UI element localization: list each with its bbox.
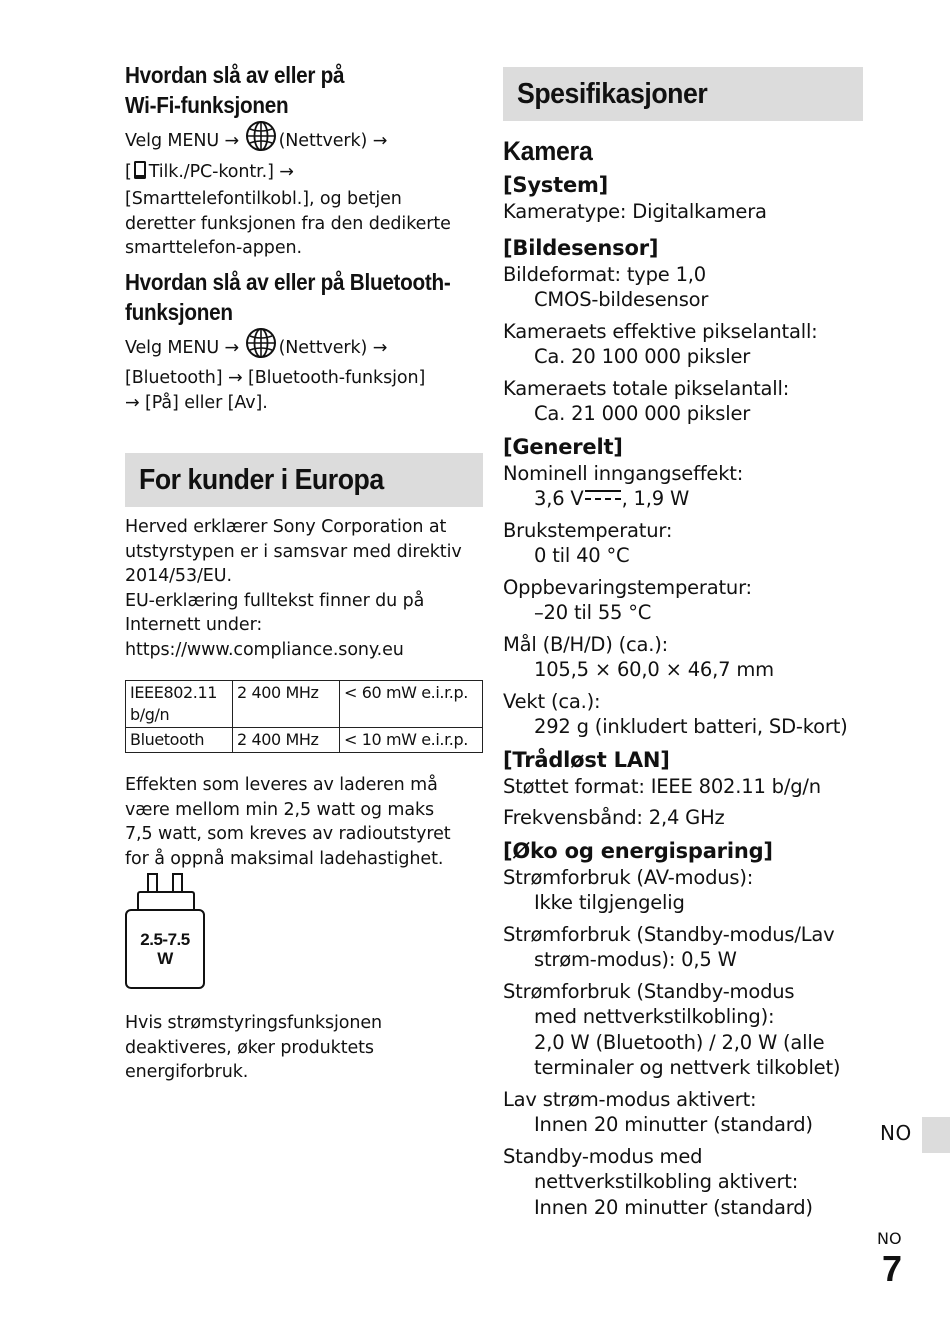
left-column: [125, 60, 483, 1085]
europe-title: For kunder i Europa: [139, 463, 384, 496]
spec-label: Kameraets totale pikselantall:: [503, 376, 790, 400]
table-cell: 2 400 MHz: [233, 728, 340, 753]
spec-label: Mål (B/H/D) (ca.):: [503, 632, 669, 656]
wifi-instructions: [125, 120, 483, 261]
language-tab-marker: [922, 1117, 950, 1153]
page-language: NO: [877, 1229, 902, 1248]
spec-value: Ikke tilgjengelig: [534, 891, 685, 914]
spec-label: Kameraets effektive pikselantall:: [503, 319, 818, 343]
spec-label: Strømforbruk (Standby-modus: [503, 979, 795, 1003]
wifi-l1a: Velg MENU →: [125, 131, 245, 151]
spec-label: Standby-modus med: [503, 1144, 703, 1168]
wlan-band: Frekvensbånd: 2,4 GHz: [503, 806, 725, 829]
europe-p1-line: Internett under:: [125, 615, 263, 635]
wifi-l2b: Tilk./PC-kontr.] →: [148, 161, 294, 182]
spec-value: 105,5 × 60,0 × 46,7 mm: [534, 658, 774, 681]
spec-value: strøm-modus): 0,5 W: [534, 948, 737, 971]
spec-label: Vekt (ca.):: [503, 689, 601, 713]
bluetooth-instructions: [125, 327, 483, 416]
charger-note-line: Effekten som leveres av laderen må: [125, 775, 438, 795]
charger-note: [125, 773, 483, 871]
table-cell: 2 400 MHz: [233, 681, 340, 728]
spec-item: [503, 1144, 863, 1221]
page-number: 7: [882, 1248, 903, 1289]
power-watt: , 1,9 W: [621, 487, 690, 510]
camera-heading: Kamera: [503, 136, 593, 166]
wlan-heading: [Trådløst LAN]: [503, 747, 670, 772]
table-cell: < 60 mW e.i.r.p.: [340, 681, 483, 728]
dc-symbol-icon: [585, 490, 621, 502]
specs-section-header: [503, 67, 863, 121]
charger-prong: [172, 873, 183, 893]
spec-value: 2,0 W (Bluetooth) / 2,0 W (alle: [534, 1030, 825, 1054]
spec-label: Strømforbruk (Standby-modus/Lav: [503, 922, 835, 946]
spec-item: [503, 805, 863, 831]
eco-heading: [Øko og energisparing]: [503, 838, 773, 863]
spec-value: Innen 20 minutter (standard): [534, 1195, 813, 1219]
wifi-heading-line2: Wi-Fi-funksjonen: [125, 92, 289, 118]
spec-item: [503, 1087, 863, 1138]
spec-item: [503, 774, 863, 800]
bt-l2: [Bluetooth] → [Bluetooth-funksjon]: [125, 368, 426, 388]
charger-rating: 2.5-7.5: [140, 930, 190, 949]
spec-item: [503, 865, 863, 916]
charger-body: [125, 909, 205, 989]
spec-item: [503, 689, 863, 740]
spec-item: [503, 376, 863, 427]
wifi-heading: [125, 60, 447, 120]
bt-l3: → [På] eller [Av].: [125, 392, 268, 413]
europe-p1-line: utstyrstypen er i samsvar med direktiv: [125, 541, 462, 562]
spec-value: CMOS-bildesensor: [534, 288, 709, 311]
smartphone-icon: [133, 160, 147, 188]
spec-value: Innen 20 minutter (standard): [534, 1113, 813, 1136]
spec-value: Ca. 21 000 000 piksler: [534, 402, 751, 425]
charger-icon: [125, 873, 207, 993]
pm-note-line: energiforbruk.: [125, 1062, 249, 1082]
europe-p1-line: 2014/53/EU.: [125, 566, 232, 586]
spec-value: Ca. 20 100 000 piksler: [534, 345, 751, 368]
spec-item: [503, 922, 863, 973]
spec-item: [503, 319, 863, 370]
wifi-l3: [Smarttelefontilkobl.], og betjen: [125, 189, 402, 209]
spec-item: [503, 518, 863, 569]
spec-item: [503, 262, 863, 313]
wifi-heading-line1: Hvordan slå av eller på: [125, 62, 345, 88]
spec-label: Bildeformat: type 1,0: [503, 262, 706, 286]
spec-label: Lav strøm-modus aktivert:: [503, 1087, 757, 1111]
charger-note-line: 7,5 watt, som kreves av radioutstyret: [125, 824, 451, 844]
radio-spec-table: [125, 680, 483, 753]
europe-section-header: [125, 453, 483, 507]
bluetooth-heading: [125, 267, 451, 327]
spec-label: Brukstemperatur:: [503, 518, 673, 542]
wifi-l5: smarttelefon-appen.: [125, 238, 302, 258]
compliance-url: https://www.compliance.sony.eu: [125, 639, 404, 660]
power-management-note: [125, 1011, 483, 1085]
spec-value: nettverkstilkobling aktivert:: [534, 1170, 799, 1193]
spec-value: terminaler og nettverk tilkoblet): [534, 1056, 841, 1079]
spec-label: Nominell inngangseffekt:: [503, 461, 744, 485]
europe-p1-line: EU-erklæring fulltekst finner du på: [125, 590, 425, 611]
globe-icon: [245, 327, 277, 367]
spec-label: Oppbevaringstemperatur:: [503, 575, 752, 599]
wifi-l2a: [: [125, 161, 132, 182]
sensor-heading: [Bildesensor]: [503, 235, 659, 260]
table-cell: Bluetooth: [126, 728, 233, 753]
power-voltage: 3,6 V: [534, 487, 584, 510]
wifi-l4: deretter funksjonen fra den dedikerte: [125, 213, 451, 234]
spec-value: 0 til 40 °C: [534, 544, 630, 567]
table-cell: < 10 mW e.i.r.p.: [340, 728, 483, 753]
charger-note-line: være mellom min 2,5 watt og maks: [125, 799, 435, 820]
bt-l1b: (Nettverk) →: [278, 337, 388, 358]
pm-note-line: deaktiveres, øker produktets: [125, 1037, 374, 1058]
table-cell: IEEE802.11 b/g/n: [126, 681, 233, 728]
spec-value: 292 g (inkludert batteri, SD-kort): [534, 715, 848, 738]
language-tab-label: NO: [880, 1121, 912, 1145]
globe-icon: [245, 120, 277, 160]
spec-item: [503, 979, 863, 1081]
pm-note-line: Hvis strømstyringsfunksjonen: [125, 1013, 383, 1033]
table-row: [126, 681, 483, 728]
wifi-l1b: (Nettverk) →: [278, 131, 388, 151]
europe-declaration: [125, 515, 483, 662]
spec-item: [503, 575, 863, 626]
charger-prong: [147, 873, 158, 893]
europe-p1-line: Herved erklærer Sony Corporation at: [125, 517, 447, 537]
charger-note-line: for å oppnå maksimal ladehastighet.: [125, 848, 444, 869]
spec-value: [503, 486, 863, 512]
charger-neck: [137, 891, 195, 911]
spec-item: [503, 461, 863, 512]
wlan-format: Støttet format: IEEE 802.11 b/g/n: [503, 774, 821, 798]
right-column: [503, 67, 863, 1226]
bt-heading-line1: Hvordan slå av eller på Bluetooth-: [125, 268, 451, 295]
bt-heading-line2: funksjonen: [125, 298, 233, 325]
spec-value: –20 til 55 °C: [534, 601, 652, 624]
camera-type: Kameratype: Digitalkamera: [503, 200, 767, 223]
specs-title: Spesifikasjoner: [517, 77, 708, 110]
spec-label: Strømforbruk (AV-modus):: [503, 865, 754, 889]
bt-l1a: Velg MENU →: [125, 337, 245, 358]
spec-item: [503, 632, 863, 683]
charger-rating-unit: W: [157, 949, 173, 968]
table-row: [126, 728, 483, 753]
general-heading: [Generelt]: [503, 434, 623, 459]
system-heading: [System]: [503, 173, 609, 197]
spec-value: med nettverkstilkobling):: [534, 1005, 775, 1028]
